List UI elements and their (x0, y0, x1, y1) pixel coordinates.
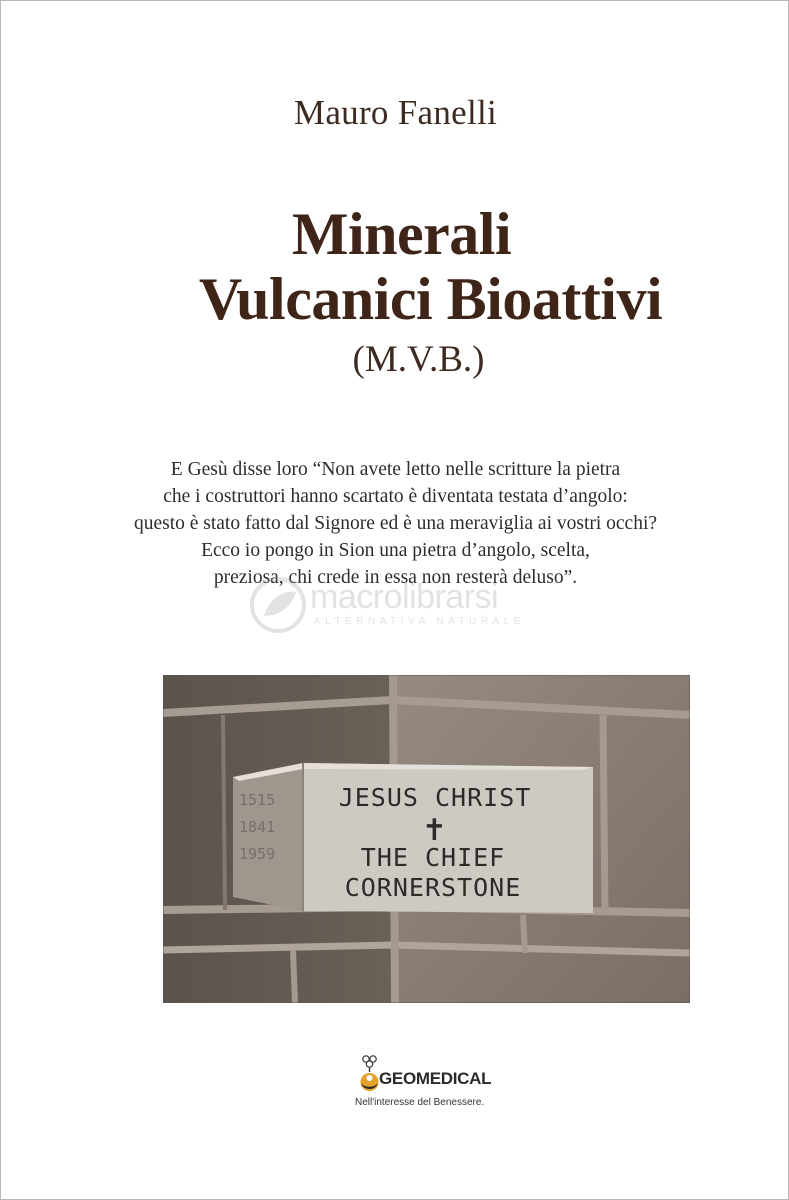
quote-line: E Gesù disse loro “Non avete letto nelle scritture la pietra (170, 459, 621, 480)
quote-line: che i costruttori hanno scartato è diventata testata d’angolo: (163, 486, 628, 507)
watermark (248, 576, 558, 636)
watermark-leaf-icon (248, 576, 308, 634)
publisher-name: GEOMEDICAL (379, 1069, 492, 1088)
quote-line: preziosa, chi crede in essa non resterà deluso”. (213, 567, 578, 588)
stone-year: 1841 (239, 818, 276, 836)
title-abbreviation: (M.V.B.) (352, 339, 485, 380)
watermark-brand: macrolibrarsi (310, 578, 499, 616)
stone-year: 1515 (239, 791, 276, 809)
scripture-quote (1, 456, 789, 591)
stone-inscription-line1: JESUS CHRIST (338, 783, 532, 812)
stone-years (239, 787, 275, 868)
quote-line: questo è stato fatto dal Signore ed è una meraviglia ai vostri occhi? (133, 513, 658, 534)
cornerstone-photo (163, 675, 690, 1003)
title-line-1: Minerali (291, 201, 512, 267)
stone-inscription-line3: THE CHIEF (360, 843, 506, 872)
publisher-tagline: Nell'interesse del Benessere. (355, 1097, 485, 1108)
stone-year: 1959 (239, 845, 276, 863)
quote-line: Ecco io pongo in Sion una pietra d’angolo, scelta, (201, 540, 590, 561)
stone-cross-icon: ✝ (424, 809, 446, 849)
author-name: Mauro Fanelli (293, 93, 498, 132)
watermark-tagline: ALTERNATIVA NATURALE (314, 616, 525, 627)
title-line-2: Vulcanici Bioattivi (198, 266, 663, 332)
publisher-logo (355, 1053, 555, 1123)
stone-inscription-line4: CORNERSTONE (344, 873, 522, 902)
